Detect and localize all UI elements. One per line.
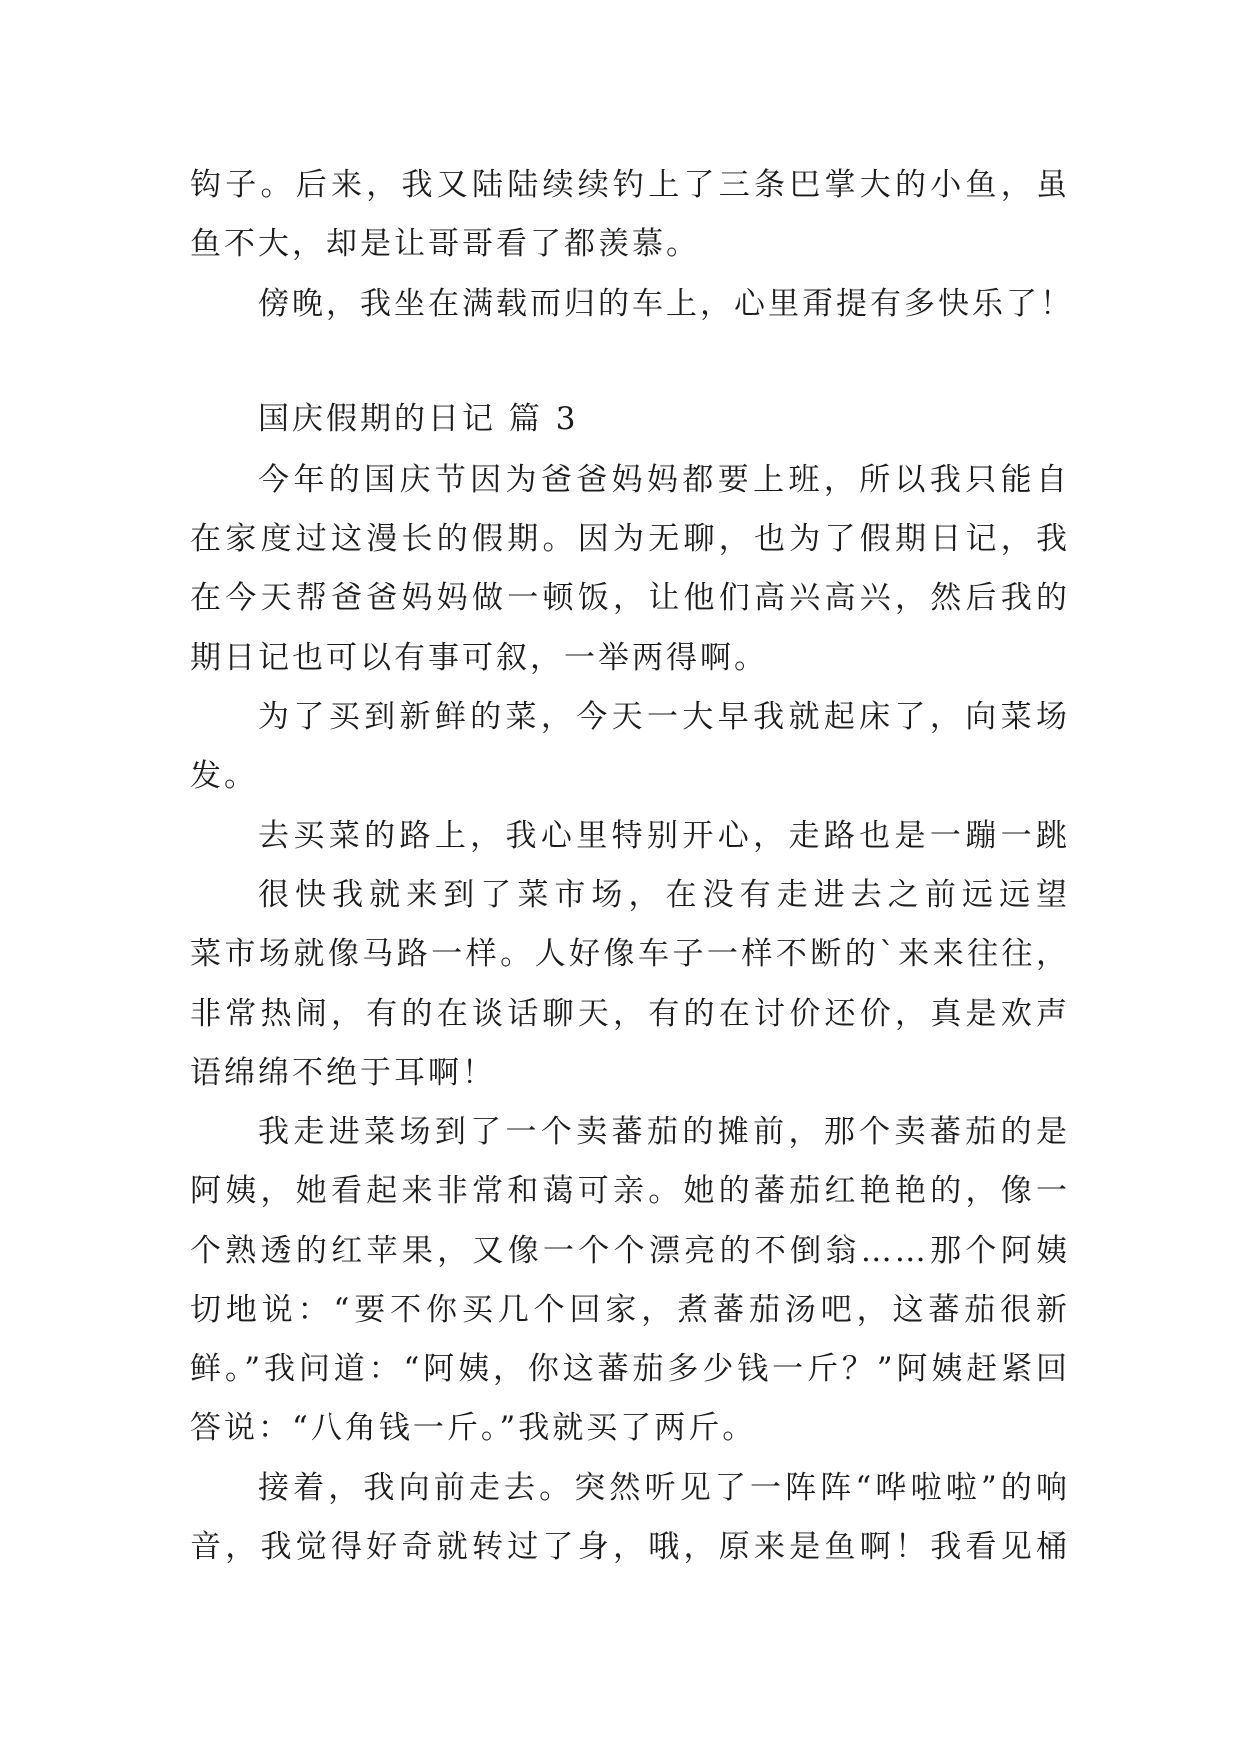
text-line: 非常热闹，有的在谈话聊天，有的在讨价还价，真是欢声 <box>190 996 1070 1032</box>
text-line: 在今天帮爸爸妈妈做一顿饭，让他们高兴高兴，然后我的 <box>190 580 1070 616</box>
text-line: 钩子。后来，我又陆陆续续钓上了三条巴掌大的小鱼，虽 <box>190 167 1070 203</box>
text-line: 答说：“八角钱一斤。”我就买了两斤。 <box>190 1410 757 1446</box>
text-line: 个熟透的红苹果，又像一个个漂亮的不倒翁……那个阿姨 <box>190 1233 1070 1269</box>
text-line: 接着，我向前走去。突然听见了一阵阵“哗啦啦”的响 <box>258 1470 1070 1506</box>
text-line: 鲜。”我问道：“阿姨，你这蕃茄多少钱一斤？”阿姨赶紧回 <box>190 1351 1070 1387</box>
text-line: 切地说：“要不你买几个回家，煮蕃茄汤吧，这蕃茄很新 <box>190 1292 1070 1328</box>
text-line: 去买菜的路上，我心里特别开心，走路也是一蹦一跳 <box>258 818 1070 854</box>
text-line: 阿姨，她看起来非常和蔼可亲。她的蕃茄红艳艳的，像一 <box>190 1173 1070 1209</box>
text-line: 在家度过这漫长的假期。因为无聊，也为了假期日记，我 <box>190 521 1070 557</box>
text-line: 傍晚，我坐在满载而归的车上，心里甭提有多快乐了！ <box>258 286 1074 322</box>
text-line: 今年的国庆节因为爸爸妈妈都要上班，所以我只能自 <box>258 462 1070 498</box>
text-line: 很快我就来到了菜市场，在没有走进去之前远远望 <box>258 877 1070 913</box>
text-line: 期日记也可以有事可叙，一举两得啊。 <box>190 640 768 676</box>
text-line: 语绵绵不绝于耳啊！ <box>190 1055 496 1091</box>
text-line: 发。 <box>190 758 258 794</box>
text-line: 菜市场就像马路一样。人好像车子一样不断的`来来往往， <box>190 936 1070 972</box>
text-line: 为了买到新鲜的菜，今天一大早我就起床了，向菜场 <box>258 699 1070 735</box>
section-heading: 国庆假期的日记 篇 3 <box>258 401 579 437</box>
text-line: 鱼不大，却是让哥哥看了都羡慕。 <box>190 226 700 262</box>
text-line: 我走进菜场到了一个卖蕃茄的摊前，那个卖蕃茄的是 <box>258 1114 1070 1150</box>
text-line: 音，我觉得好奇就转过了身，哦，原来是鱼啊！我看见桶 <box>190 1529 1070 1565</box>
